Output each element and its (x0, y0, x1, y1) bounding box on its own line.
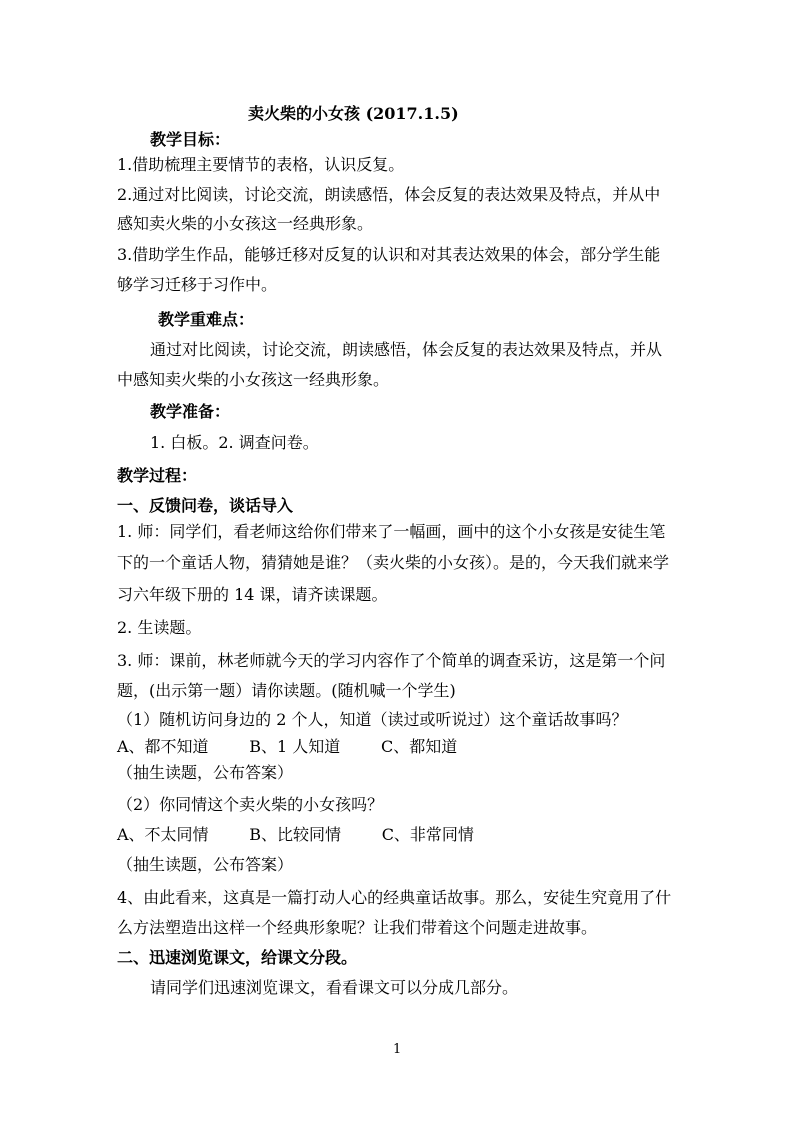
step-4-line-1: 4、由此看来，这真是一篇打动人心的经典童话故事。那么，安徒生究竟用了什 (117, 888, 672, 907)
page-number: 1 (393, 1042, 402, 1057)
section-2-body: 请同学们迅速浏览课文，看看课文可以分成几部分。 (150, 978, 519, 997)
step-1-line-2: 下的一个童话人物，猜猜她是谁？（卖火柴的小女孩）。是的，今天我们就来学 (117, 553, 670, 572)
key-points-line-1: 通过对比阅读，讨论交流，朗读感悟，体会反复的表达效果及特点，并从 (150, 340, 663, 359)
step-2: 2. 生读题。 (117, 618, 202, 637)
step-4-line-2: 么方法塑造出这样一个经典形象呢？让我们带着这个问题走进故事。 (117, 918, 598, 937)
question-1-note: （抽生读题，公布答案） (117, 763, 294, 782)
goal-3-line-2: 够学习迁移于习作中。 (117, 275, 278, 294)
process-heading: 教学过程： (117, 466, 198, 485)
section-1-heading: 一、反馈问卷，谈话导入 (117, 496, 294, 515)
step-3-line-1: 3. 师：课前，林老师就今天的学习内容作了个简单的调查采访，这是第一个问 (117, 651, 666, 670)
preparation-body: 1. 白板。2. 调查问卷。 (150, 433, 319, 452)
question-1: （1）随机访问身边的 2 个人，知道（读过或听说过）这个童话故事吗？ (117, 710, 628, 729)
goal-2-line-2: 感知卖火柴的小女孩这一经典形象。 (117, 214, 374, 233)
section-2-heading: 二、迅速浏览课文，给课文分段。 (117, 948, 358, 967)
goals-heading: 教学目标： (150, 130, 231, 149)
goal-2-line-1: 2.通过对比阅读，讨论交流，朗读感悟，体会反复的表达效果及特点，并从中 (117, 185, 661, 204)
doc-title: 卖火柴的小女孩 (2017.1.5) (248, 104, 459, 123)
goal-3-line-1: 3.借助学生作品，能够迁移对反复的认识和对其表达效果的体会，部分学生能 (117, 245, 661, 264)
key-points-heading: 教学重难点： (158, 310, 255, 329)
question-2-note: （抽生读题，公布答案） (117, 855, 294, 874)
step-1-line-1: 1. 师：同学们，看老师这给你们带来了一幅画，画中的这个小女孩是安徒生笔 (117, 522, 666, 541)
goal-1: 1.借助梳理主要情节的表格，认识反复。 (117, 155, 405, 174)
question-1-options: A、都不知道 B、1 人知道 C、都知道 (117, 737, 458, 756)
step-1-line-3: 习六年级下册的 14 课，请齐读课题。 (117, 585, 388, 604)
step-3-line-2: 题，(出示第一题）请你读题。(随机喊一个学生) (117, 681, 456, 700)
key-points-line-2: 中感知卖火柴的小女孩这一经典形象。 (117, 370, 390, 389)
question-2-options: A、不太同情 B、比较同情 C、非常同情 (117, 825, 474, 844)
question-2: （2）你同情这个卖火柴的小女孩吗？ (117, 795, 384, 814)
preparation-heading: 教学准备： (150, 402, 231, 421)
